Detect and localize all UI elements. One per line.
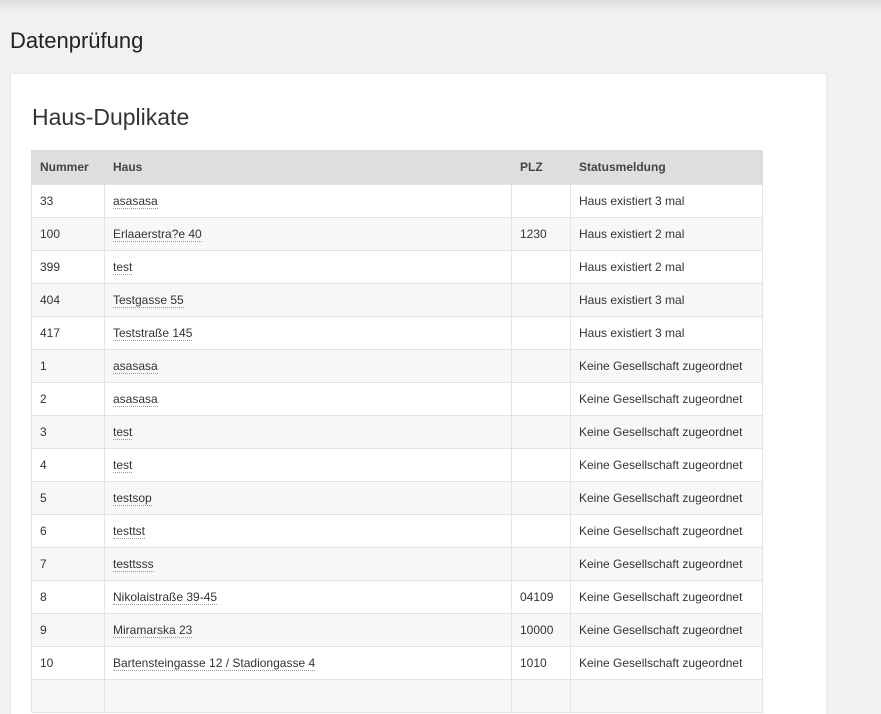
cell-nummer: 3: [32, 416, 105, 449]
haus-link[interactable]: Bartensteingasse 12 / Stadiongasse 4: [113, 656, 316, 670]
cell-plz: [512, 515, 571, 548]
table-row: [32, 482, 763, 515]
table-row: [32, 284, 763, 317]
cell-nummer: 399: [32, 251, 105, 284]
cell-statusmeldung: Keine Gesellschaft zugeordnet: [571, 548, 763, 581]
table-row: [32, 614, 763, 647]
cell-statusmeldung: [571, 680, 763, 713]
haus-link[interactable]: Testgasse 55: [113, 293, 184, 307]
cell-nummer: 404: [32, 284, 105, 317]
cell-plz: [512, 251, 571, 284]
cell-plz: [512, 383, 571, 416]
cell-plz: [512, 482, 571, 515]
cell-haus: [105, 449, 512, 482]
haus-link[interactable]: asasasa: [113, 194, 158, 208]
cell-nummer: 10: [32, 647, 105, 680]
cell-haus: [105, 515, 512, 548]
cell-haus: [105, 185, 512, 218]
cell-plz: [512, 680, 571, 713]
haus-link[interactable]: Teststraße 145: [113, 326, 193, 340]
cell-haus: [105, 317, 512, 350]
cell-haus: [105, 251, 512, 284]
cell-nummer: 7: [32, 548, 105, 581]
cell-haus: [105, 416, 512, 449]
column-header-plz[interactable]: PLZ: [512, 150, 571, 185]
cell-statusmeldung: Keine Gesellschaft zugeordnet: [571, 416, 763, 449]
haus-link[interactable]: testtst: [113, 524, 146, 538]
table-row: [32, 416, 763, 449]
haus-link[interactable]: test: [113, 260, 133, 274]
cell-statusmeldung: Keine Gesellschaft zugeordnet: [571, 383, 763, 416]
cell-plz: 04109: [512, 581, 571, 614]
table-row: [32, 251, 763, 284]
column-header-nummer[interactable]: Nummer: [32, 150, 105, 185]
cell-plz: 1230: [512, 218, 571, 251]
haus-link[interactable]: Nikolaistraße 39-45: [113, 590, 218, 604]
cell-statusmeldung: Keine Gesellschaft zugeordnet: [571, 449, 763, 482]
cell-plz: [512, 449, 571, 482]
cell-plz: [512, 317, 571, 350]
table-row: [32, 383, 763, 416]
column-header-statusmeldung[interactable]: Statusmeldung: [571, 150, 763, 185]
cell-haus: [105, 482, 512, 515]
cell-statusmeldung: Haus existiert 2 mal: [571, 251, 763, 284]
column-header-haus[interactable]: Haus: [105, 150, 512, 185]
cell-haus: [105, 614, 512, 647]
table-row: [32, 317, 763, 350]
cell-statusmeldung: Haus existiert 3 mal: [571, 317, 763, 350]
cell-plz: 1010: [512, 647, 571, 680]
cell-nummer: 4: [32, 449, 105, 482]
table-body: [32, 185, 763, 713]
cell-plz: 10000: [512, 614, 571, 647]
cell-plz: [512, 185, 571, 218]
top-bar: [0, 0, 881, 12]
duplicates-table: [31, 150, 763, 713]
table-header-row: [32, 150, 763, 185]
cell-statusmeldung: Haus existiert 3 mal: [571, 185, 763, 218]
cell-haus: [105, 647, 512, 680]
cell-nummer: [32, 680, 105, 713]
cell-haus: [105, 548, 512, 581]
cell-haus: [105, 680, 512, 713]
cell-plz: [512, 284, 571, 317]
cell-statusmeldung: Keine Gesellschaft zugeordnet: [571, 614, 763, 647]
cell-haus: [105, 218, 512, 251]
haus-link[interactable]: testtsss: [113, 557, 154, 571]
cell-nummer: 6: [32, 515, 105, 548]
haus-link[interactable]: asasasa: [113, 392, 158, 406]
cell-plz: [512, 350, 571, 383]
cell-nummer: 417: [32, 317, 105, 350]
haus-link[interactable]: testsop: [113, 491, 152, 505]
table-row: [32, 581, 763, 614]
haus-link[interactable]: test: [113, 425, 133, 439]
cell-plz: [512, 548, 571, 581]
cell-statusmeldung: Keine Gesellschaft zugeordnet: [571, 647, 763, 680]
table-row: [32, 449, 763, 482]
cell-nummer: 33: [32, 185, 105, 218]
haus-link[interactable]: test: [113, 458, 133, 472]
page-title: Datenprüfung: [10, 28, 144, 53]
cell-statusmeldung: Keine Gesellschaft zugeordnet: [571, 581, 763, 614]
cell-haus: [105, 284, 512, 317]
card-title: Haus-Duplikate: [32, 104, 190, 130]
cell-statusmeldung: Keine Gesellschaft zugeordnet: [571, 482, 763, 515]
cell-nummer: 100: [32, 218, 105, 251]
cell-haus: [105, 581, 512, 614]
cell-nummer: 2: [32, 383, 105, 416]
cell-haus: [105, 350, 512, 383]
table-row: [32, 647, 763, 680]
haus-link[interactable]: Miramarska 23: [113, 623, 193, 637]
duplicates-card: [11, 74, 826, 714]
table-row: [32, 350, 763, 383]
cell-statusmeldung: Haus existiert 2 mal: [571, 218, 763, 251]
haus-link[interactable]: Erlaaerstra?e 40: [113, 227, 202, 241]
cell-statusmeldung: Keine Gesellschaft zugeordnet: [571, 350, 763, 383]
cell-statusmeldung: Haus existiert 3 mal: [571, 284, 763, 317]
table-row: [32, 185, 763, 218]
cell-statusmeldung: Keine Gesellschaft zugeordnet: [571, 515, 763, 548]
table-row: [32, 218, 763, 251]
table-row: [32, 548, 763, 581]
haus-link[interactable]: asasasa: [113, 359, 158, 373]
cell-nummer: 5: [32, 482, 105, 515]
table-row: [32, 515, 763, 548]
cell-nummer: 1: [32, 350, 105, 383]
table-row: [32, 680, 763, 713]
cell-nummer: 9: [32, 614, 105, 647]
cell-plz: [512, 416, 571, 449]
cell-nummer: 8: [32, 581, 105, 614]
cell-haus: [105, 383, 512, 416]
